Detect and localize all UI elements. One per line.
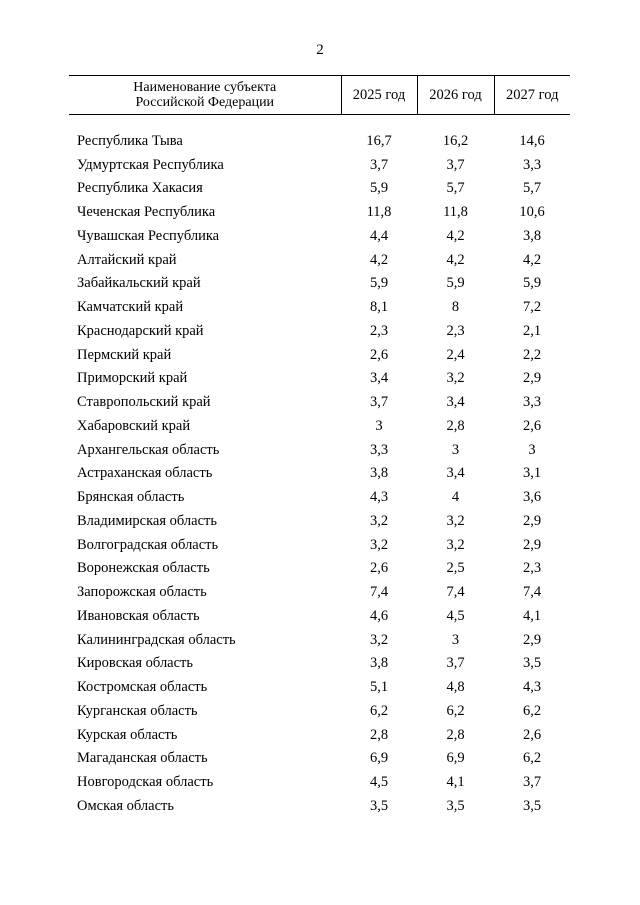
table-row [69,129,570,153]
region-name-cell: Воронежская область [77,560,210,577]
value-2025-cell: 3,3 [369,441,389,458]
value-2025-cell: 6,2 [369,702,389,719]
value-2026-cell: 4,5 [446,607,465,624]
region-name-cell: Астраханская область [77,465,213,482]
region-name-cell: Костромская область [77,679,208,696]
table-row [69,723,570,747]
region-name-cell: Архангельская область [77,441,220,458]
table-row [69,604,570,628]
value-2027-cell: 2,2 [522,346,542,363]
region-name-cell: Магаданская область [77,750,208,767]
value-2027-cell: 2,9 [522,512,542,529]
table-row [69,319,570,343]
value-2026-cell: 2,8 [446,417,465,434]
value-2026-cell: 3 [451,441,460,458]
table-body [69,115,570,818]
value-2026-cell: 4,8 [446,679,465,696]
table-row [69,770,570,794]
value-2026-cell: 3,2 [446,370,465,387]
value-2027-cell: 3,5 [522,655,542,672]
value-2027-cell: 5,7 [522,180,542,197]
value-2025-cell: 2,6 [369,346,389,363]
region-name-cell: Республика Хакасия [77,180,203,197]
region-name-cell: Курская область [77,726,178,743]
value-2025-cell: 3,7 [369,156,389,173]
value-2027-cell: 2,6 [522,726,542,743]
value-2025-cell: 4,3 [369,489,389,506]
table-header [69,76,570,115]
table-row [69,248,570,272]
region-name-cell: Калининградская область [77,631,236,648]
value-2025-cell: 3,2 [369,536,389,553]
table-row [69,390,570,414]
value-2027-cell: 6,2 [522,702,542,719]
table-row [69,343,570,367]
value-2026-cell: 4,2 [446,251,465,268]
value-2026-cell: 3,5 [446,797,465,814]
region-name-cell: Республика Тыва [77,132,183,149]
header-region-name [69,76,341,115]
header-region-name-line1: Наименование субъекта [133,80,277,95]
value-2025-cell: 2,8 [369,726,389,743]
header-row [69,76,570,115]
region-name-cell: Забайкальский край [77,275,201,292]
region-name-cell: Чеченская Республика [77,204,216,221]
value-2025-cell: 6,9 [369,750,389,767]
value-2027-cell: 3 [528,441,536,458]
page-number: 2 [316,42,324,58]
value-2026-cell: 2,5 [446,560,465,577]
table-spacer-cell [69,115,570,130]
value-2025-cell: 11,8 [366,204,392,221]
table-row [69,414,570,438]
region-name-cell: Кировская область [77,655,194,672]
table-row [69,367,570,391]
value-2026-cell: 4,2 [446,227,465,244]
region-name-cell: Ивановская область [77,607,200,624]
value-2027-cell: 4,1 [522,607,542,624]
value-2025-cell: 3,7 [369,394,389,411]
value-2026-cell: 2,8 [446,726,465,743]
table-row [69,675,570,699]
value-2025-cell: 2,6 [369,560,389,577]
value-2025-cell: 3,4 [369,370,389,387]
value-2025-cell: 5,9 [369,275,389,292]
value-2026-cell: 3,2 [446,536,465,553]
region-name-cell: Краснодарский край [77,322,204,339]
value-2027-cell: 10,6 [519,204,545,221]
table-row [69,462,570,486]
value-2027-cell: 4,2 [522,251,542,268]
table-row [69,509,570,533]
value-2026-cell: 3,4 [446,465,465,482]
value-2027-cell: 2,3 [522,560,542,577]
value-2027-cell: 3,3 [522,156,542,173]
value-2027-cell: 7,4 [522,584,542,601]
table-row [69,628,570,652]
value-2026-cell: 4 [451,489,460,506]
table-row [69,699,570,723]
region-name-cell: Новгородская область [77,774,214,791]
table-row [69,580,570,604]
value-2027-cell: 2,6 [522,417,542,434]
value-2027-cell: 2,9 [522,536,542,553]
table-row [69,153,570,177]
value-2025-cell: 16,7 [366,132,392,149]
value-2027-cell: 3,5 [522,797,542,814]
value-2025-cell: 3,8 [369,465,389,482]
value-2027-cell: 3,3 [522,394,542,411]
value-2026-cell: 11,8 [443,204,468,221]
region-name-cell: Хабаровский край [77,417,191,434]
region-name-cell: Удмуртская Республика [77,156,224,173]
header-region-name-line2: Российской Федерации [135,95,275,110]
value-2027-cell: 3,7 [522,774,542,791]
value-2025-cell: 2,3 [369,322,389,339]
region-name-cell: Чувашская Республика [77,227,220,244]
region-name-cell: Омская область [77,797,174,814]
value-2025-cell: 4,4 [369,227,389,244]
value-2025-cell: 3,8 [369,655,389,672]
value-2025-cell: 3 [375,417,383,434]
value-2025-cell: 5,9 [369,180,389,197]
region-name-cell: Камчатский край [77,299,184,316]
value-2025-cell: 4,6 [369,607,389,624]
table-row [69,485,570,509]
region-name-cell: Курганская область [77,702,198,719]
region-name-cell: Ставропольский край [77,394,211,411]
regions-table [69,75,570,818]
value-2027-cell: 5,9 [522,275,542,292]
table-row [69,533,570,557]
value-2027-cell: 4,3 [522,679,542,696]
table-row [69,177,570,201]
value-2026-cell: 7,4 [446,584,465,601]
region-name-cell: Запорожская область [77,584,207,601]
value-2025-cell: 8,1 [369,299,389,316]
value-2027-cell: 3,6 [522,489,542,506]
table-row [69,438,570,462]
table-row [69,224,570,248]
header-year-2027: 2027 год [494,76,570,115]
table-row [69,557,570,581]
value-2026-cell: 3,2 [446,512,465,529]
region-name-cell: Алтайский край [77,251,177,268]
table-row [69,747,570,771]
value-2025-cell: 3,2 [369,631,389,648]
header-year-2025: 2025 год [341,76,417,115]
value-2025-cell: 3,2 [369,512,389,529]
value-2026-cell: 3,7 [446,156,465,173]
region-name-cell: Пермский край [77,346,172,363]
value-2027-cell: 2,1 [522,322,542,339]
table-row [69,295,570,319]
value-2027-cell: 3,8 [522,227,542,244]
value-2025-cell: 4,5 [369,774,389,791]
value-2026-cell: 8 [451,299,460,316]
value-2026-cell: 6,2 [446,702,465,719]
header-year-2026: 2026 год [417,76,494,115]
value-2026-cell: 16,2 [442,132,469,149]
value-2026-cell: 3,7 [446,655,465,672]
region-name-cell: Владимирская область [77,512,217,529]
value-2026-cell: 5,7 [446,180,465,197]
table-row [69,794,570,818]
value-2026-cell: 3 [451,631,460,648]
value-2026-cell: 4,1 [446,774,465,791]
value-2025-cell: 7,4 [369,584,389,601]
value-2025-cell: 5,1 [369,679,389,696]
table-row [69,272,570,296]
value-2026-cell: 2,4 [446,346,465,363]
value-2027-cell: 2,9 [522,631,542,648]
value-2027-cell: 2,9 [522,370,542,387]
value-2027-cell: 7,2 [522,299,542,316]
table-row [69,652,570,676]
table-row [69,200,570,224]
region-name-cell: Брянская область [77,489,185,506]
region-name-cell: Волгоградская область [77,536,219,553]
value-2026-cell: 5,9 [446,275,465,292]
region-name-cell: Приморский край [77,370,188,387]
table-spacer-row [69,115,570,130]
value-2027-cell: 6,2 [522,750,542,767]
value-2026-cell: 6,9 [446,750,465,767]
value-2027-cell: 3,1 [522,465,542,482]
value-2026-cell: 2,3 [446,322,465,339]
value-2025-cell: 3,5 [369,797,389,814]
value-2025-cell: 4,2 [369,251,389,268]
value-2027-cell: 14,6 [519,132,545,149]
value-2026-cell: 3,4 [446,394,465,411]
